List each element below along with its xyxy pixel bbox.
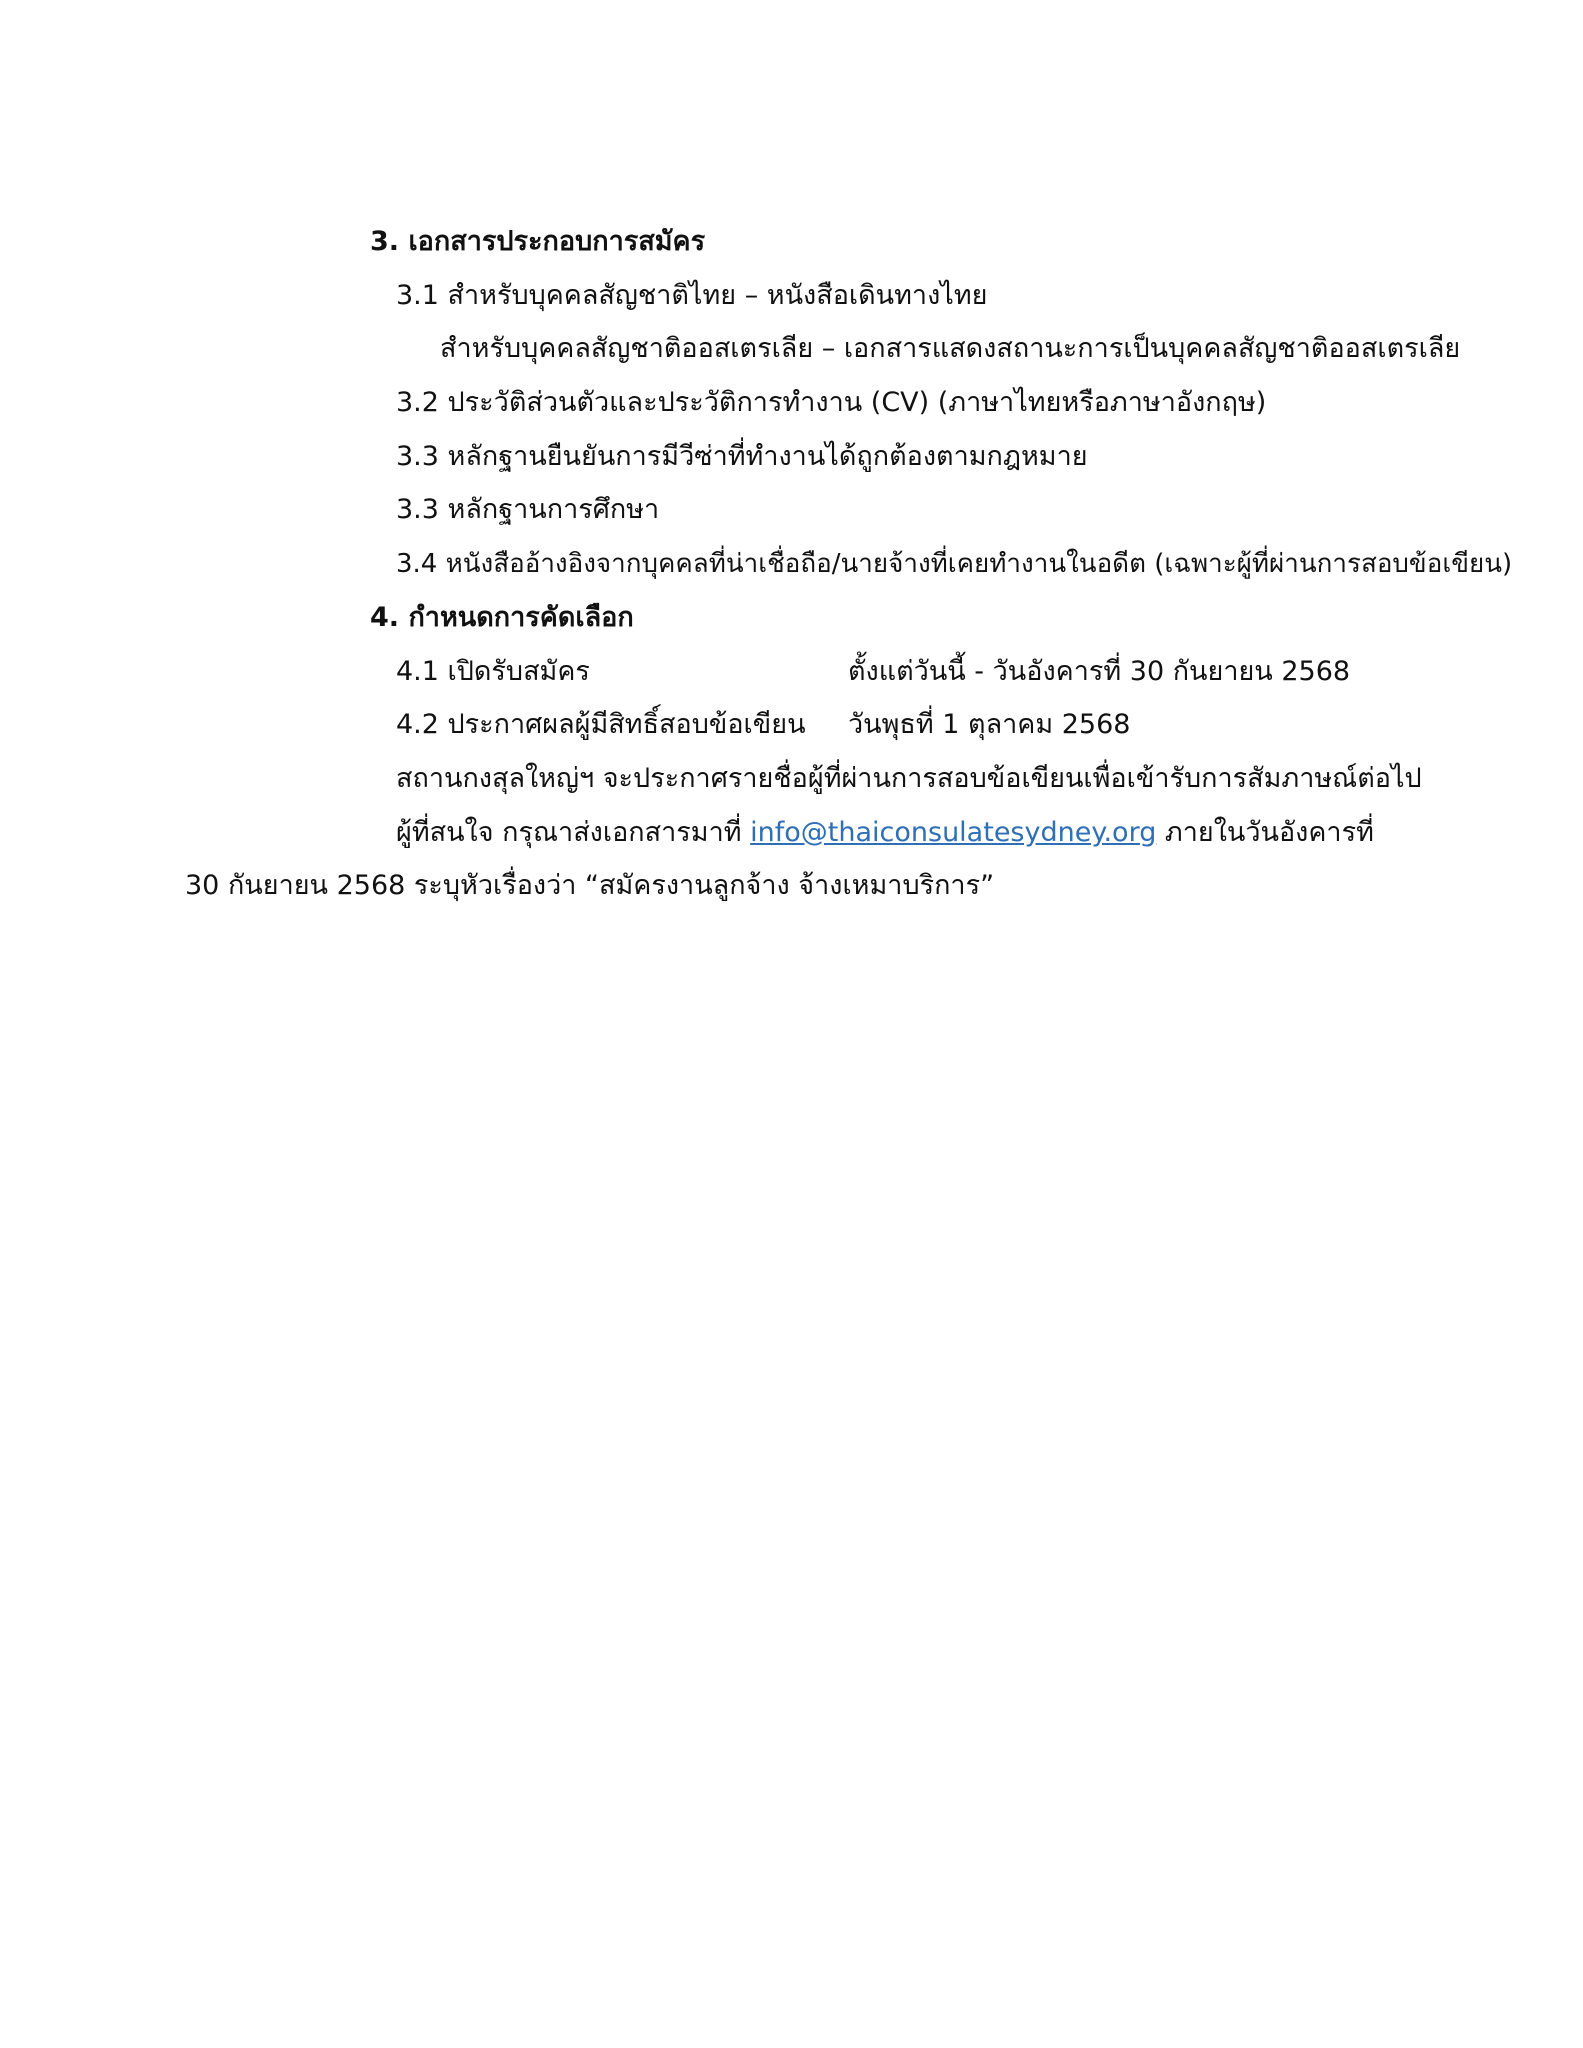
contact-line	[396, 813, 1374, 853]
item-4-1-value: ตั้งแต่วันนี้ - วันอังคารที่ 30 กันยายน 2568	[848, 656, 1351, 687]
item-4-1-label: 4.1 เปิดรับสมัคร	[396, 656, 590, 687]
item-3-4: 3.4 หนังสืออ้างอิงจากบุคคลที่น่าเชื่อถือ/นายจ้างที่เคยทำงานในอดีต (เฉพาะผู้ที่ผ่านการสอบข้อเขียน)	[396, 549, 1513, 579]
contact-email-link[interactable]: info@thaiconsulatesydney.org	[750, 817, 1157, 848]
section-3-heading: 3. เอกสารประกอบการสมัคร	[370, 226, 706, 257]
item-4-2-value: วันพุธที่ 1 ตุลาคม 2568	[848, 709, 1131, 740]
contact-prefix: ผู้ที่สนใจ กรุณาส่งเอกสารมาที่	[396, 817, 751, 848]
item-3-3-visa: 3.3 หลักฐานยืนยันการมีวีซ่าที่ทำงานได้ถูกต้องตามกฎหมาย	[396, 441, 1088, 472]
contact-suffix: ภายในวันอังคารที่	[1156, 817, 1374, 848]
item-3-1-australian: สำหรับบุคคลสัญชาติออสเตรเลีย – เอกสารแสดงสถานะการเป็นบุคคลสัญชาติออสเตรเลีย	[440, 333, 1461, 364]
item-3-3-education: 3.3 หลักฐานการศึกษา	[396, 494, 660, 525]
item-3-1-thai: 3.1 สำหรับบุคคลสัญชาติไทย – หนังสือเดินทางไทย	[396, 280, 988, 311]
contact-line-2: 30 กันยายน 2568 ระบุหัวเรื่องว่า “สมัครงานลูกจ้าง จ้างเหมาบริการ”	[185, 870, 995, 901]
announcement-text: สถานกงสุลใหญ่ฯ จะประกาศรายชื่อผู้ที่ผ่านการสอบข้อเขียนเพื่อเข้ารับการสัมภาษณ์ต่อไป	[396, 763, 1422, 794]
item-3-2: 3.2 ประวัติส่วนตัวและประวัติการทำงาน (CV) (ภาษาไทยหรือภาษาอังกฤษ)	[396, 387, 1267, 418]
section-4-heading: 4. กำหนดการคัดเลือก	[370, 602, 634, 633]
item-4-2-label: 4.2 ประกาศผลผู้มีสิทธิ์สอบข้อเขียน	[396, 709, 806, 740]
